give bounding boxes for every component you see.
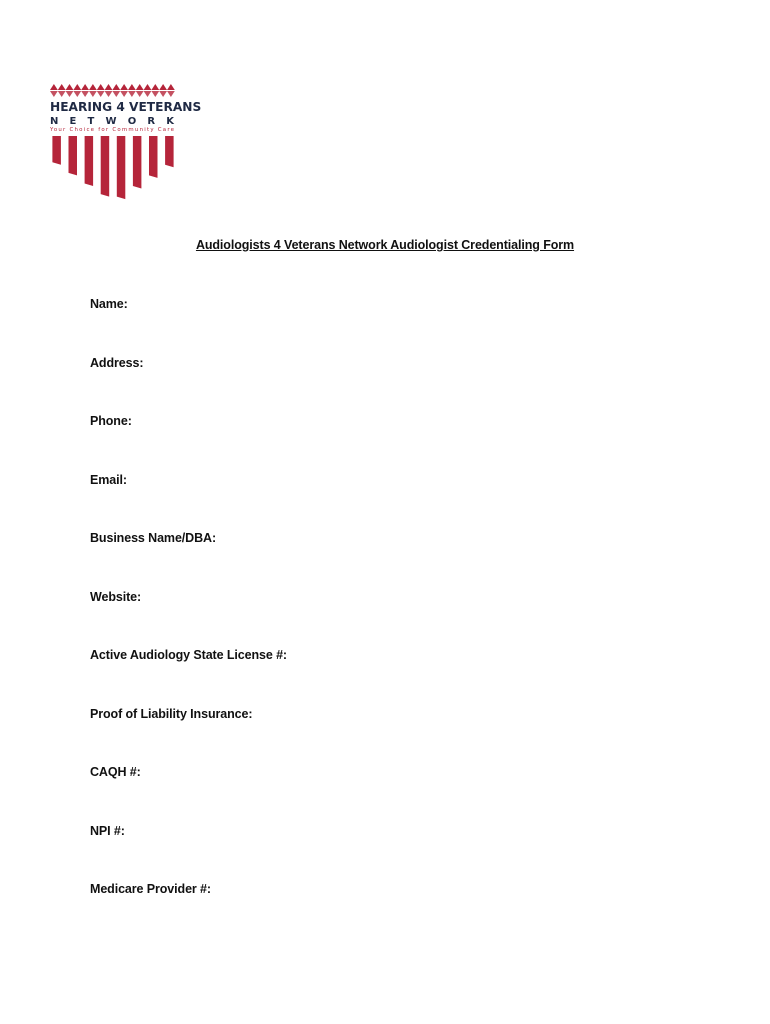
logo-triangle [151, 91, 159, 97]
logo-triangle [73, 91, 81, 97]
logo-triangle [81, 91, 89, 97]
logo-triangle [136, 91, 144, 97]
logo-stripes [52, 136, 173, 199]
logo-triangle [50, 91, 58, 97]
logo-triangle [66, 84, 74, 90]
logo-triangle [151, 84, 159, 90]
field-label: Proof of Liability Insurance: [90, 706, 253, 721]
logo-triangle [50, 84, 58, 90]
logo-triangle [144, 91, 152, 97]
logo-triangle [105, 84, 113, 90]
field-label: Phone: [90, 414, 132, 428]
logo-stripe [52, 136, 61, 165]
logo-triangle [112, 84, 120, 90]
logo-tagline: Your Choice for Community Care [50, 127, 174, 133]
logo-triangle [120, 91, 128, 97]
logo-triangle [144, 84, 152, 90]
field-label: Name: [90, 297, 128, 311]
logo-triangle [167, 91, 175, 97]
logo-triangle [81, 84, 89, 90]
logo-stripe [101, 136, 110, 197]
field-label: Medicare Provider #: [90, 882, 211, 896]
logo-triangle [128, 84, 136, 90]
logo-triangle [136, 84, 144, 90]
logo-stripe [133, 136, 142, 189]
logo-stripe [69, 136, 78, 175]
logo-stripe [117, 136, 126, 199]
logo-triangle [105, 91, 113, 97]
logo-stripe [165, 136, 174, 167]
logo-line1: HEARING 4 VETERANS [50, 100, 202, 114]
logo-triangle [159, 91, 167, 97]
logo-shield-icon [48, 80, 202, 204]
field-label: Business Name/DBA: [90, 531, 217, 545]
logo-triangle [58, 84, 66, 90]
logo-triangle [89, 91, 97, 97]
field-label: Email: [90, 472, 127, 487]
field-label: Address: [90, 355, 144, 370]
field-label: Website: [90, 589, 142, 604]
hearing-4-veterans-logo [48, 80, 202, 204]
logo-stripe [149, 136, 158, 178]
logo-triangle [58, 91, 66, 97]
logo-triangle [120, 84, 128, 90]
logo-triangle [167, 84, 175, 90]
form-title: Audiologists 4 Veterans Network Audiologist Credentialing Form [195, 238, 575, 252]
logo-triangle [159, 84, 167, 90]
logo-triangle [73, 84, 81, 90]
logo-line2: N E T W O R K [50, 116, 174, 127]
logo-triangle [97, 91, 105, 97]
field-label: CAQH #: [90, 765, 141, 779]
logo-star-band [50, 84, 175, 97]
logo-triangle [128, 91, 136, 97]
logo-triangle [89, 84, 97, 90]
logo-triangle [66, 91, 74, 97]
logo-stripe [85, 136, 94, 186]
field-label: Active Audiology State License #: [90, 648, 287, 662]
form-fields [90, 297, 690, 941]
field-label: NPI #: [90, 823, 125, 838]
logo-triangle [97, 84, 105, 90]
logo-triangle [112, 91, 120, 97]
